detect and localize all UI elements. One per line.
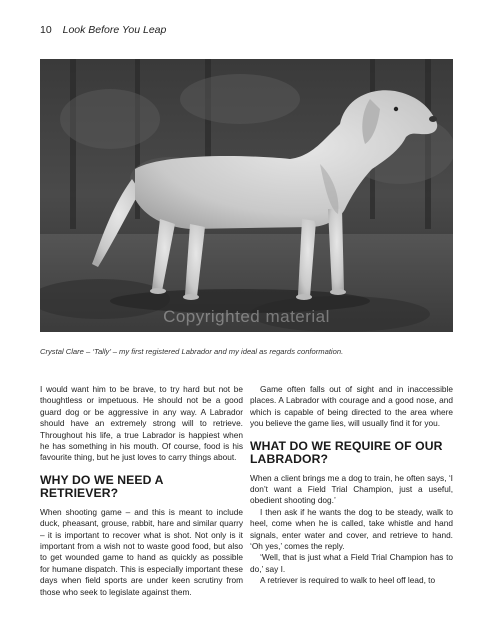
right-column	[250, 384, 453, 587]
section-heading: WHAT DO WE REQUIRE OF OUR LABRADOR?	[250, 438, 443, 467]
paragraph: When shooting game – and this is meant to include duck, pheasant, grouse, rabbit, hare and similar quarry – it is important to recover what is shot. Not only is it important from a wish not to waste good food, but also to get wounded game to hand as quickly as possible for humane dispatch. This is especially important these days when field sports are under keen scrutiny from those who seek to legislate against them.	[40, 506, 243, 597]
running-head	[40, 24, 166, 36]
paragraph: When a client brings me a dog to train, he often says, ‘I don’t want a Field Trial Champion, just a useful, obedient shooting dog.’	[250, 472, 453, 506]
paragraph: Game often falls out of sight and in inaccessible places. A Labrador with courage and a good nose, and which is capable of being directed to the area where you believe the game lies, will usually find it for you.	[250, 384, 453, 429]
section-heading: WHY DO WE NEED A RETRIEVER?	[40, 472, 164, 501]
labrador-photo	[40, 59, 453, 332]
left-column	[40, 384, 243, 598]
paragraph: ‘Well, that is just what a Field Trial Champion has to do,’ say I.	[250, 552, 453, 574]
paragraph: I then ask if he wants the dog to be steady, walk to heel, come when he is called, take whistle and hand signals, enter water and cover, and retrieve to hand. ‘Oh yes,’ comes the reply.	[250, 506, 453, 552]
figure-caption: Crystal Clare – ‘Tally’ – my first registered Labrador and my ideal as regards conformation.	[40, 347, 344, 356]
labrador-photo-illustration	[40, 59, 453, 332]
page-number: 10	[40, 24, 52, 36]
book-title: Look Before You Leap	[62, 24, 167, 36]
watermark-text: Copyrighted material	[163, 307, 330, 326]
paragraph: A retriever is required to walk to heel off lead, to	[260, 575, 436, 586]
paragraph: I would want him to be brave, to try hard but not be thoughtless or impetuous. He should not be a good guard dog or be aggressive in any way. A Labrador should have an extremely strong will to retrieve. Throughout his life, a true Labrador is happiest when he has something in his mouth. Of course, food is his favourite thing, but he just loves to carry things about.	[40, 384, 243, 463]
